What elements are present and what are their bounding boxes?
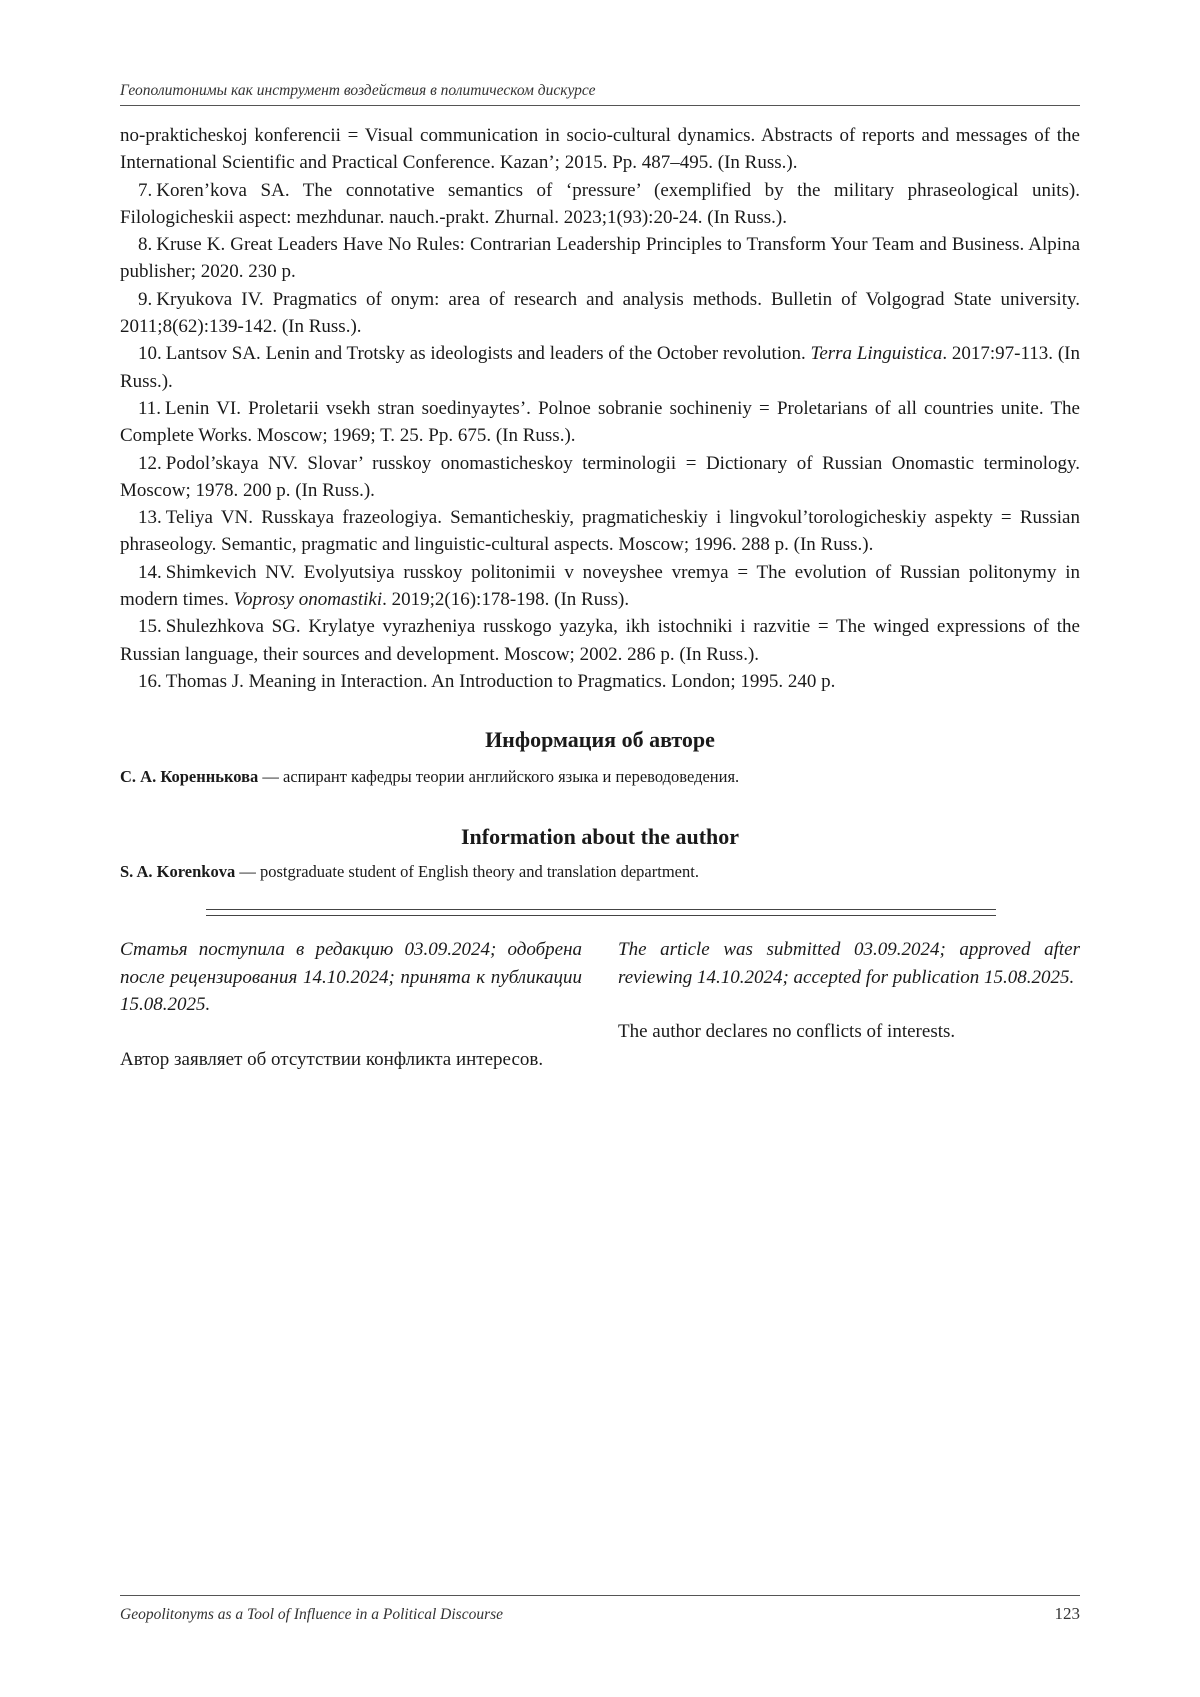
reference-item: 9. Kryukova IV. Pragmatics of onym: area of research and analysis methods. Bulletin of Volgograd State university. 2011;8(62):139-142. (In Russ.). [120, 288, 1080, 338]
reference-item: 13. Teliya VN. Russkaya frazeologiya. Semanticheskiy, pragmaticheskiy i lingvokul’torologicheskiy aspekty = Russian phraseology. Semantic, pragmatic and linguistic-cultural aspects. Moscow; 1996. 288 p. (In Russ.). [120, 507, 1080, 556]
reference-item: 11. Lenin VI. Proletarii vsekh stran soedinyaytes’. Polnoe sobranie sochineniy = Proletarians of all countries unite. The Complete Works. Moscow; 1969; T. 25. Pp. 675. (In Russ.). [120, 397, 1080, 447]
running-head: Геополитонимы как инструмент воздействия в политическом дискурсе [120, 82, 1080, 106]
reference-item: 15. Shulezhkova SG. Krylatye vyrazheniya russkogo yazyka, ikh istochniki i razvitie = The winged expressions of the Russian language, their sources and development. Moscow; 2002. 286 p. (In Russ.). [120, 616, 1080, 665]
article-info-ru [120, 936, 582, 1073]
author-info-ru [120, 767, 1080, 787]
footer-rule [120, 1595, 1080, 1596]
submission-dates-en: The article was submitted 03.09.2024; approved after reviewing 14.10.2024; accepted for publication 15.08.2025. [618, 939, 1080, 988]
reference-item: 14. Shimkevich NV. Evolyutsiya russkoy politonimii v noveyshee vremya = The evolution of Russian politonymy in modern times. Voprosy onomastiki. 2019;2(16):178-198. (In Russ). [120, 561, 1080, 611]
author-info-heading-en: Information about the author [460, 824, 740, 849]
conflict-statement-ru: Автор заявляет об отсутствии конфликта интересов. [120, 1048, 544, 1070]
submission-dates-ru: Статья поступила в редакцию 03.09.2024; одобрена после рецензирования 14.10.2024; принята к публикации 15.08.2025. [120, 939, 582, 1015]
page-number: 123 [1054, 1604, 1080, 1623]
author-description-ru: — аспирант кафедры теории английского языка и переводоведения. [258, 767, 740, 786]
footer-title: Geopolitonyms as a Tool of Influence in a Political Discourse [120, 1606, 504, 1623]
reference-item: no-prakticheskoj konferencii = Visual communication in socio-cultural dynamics. Abstracts of reports and messages of the International Scientific and Practical Conference. Kazan’; 2015. Pp. 487–495. (In Russ.). [120, 125, 1080, 174]
reference-item: 10. Lantsov SA. Lenin and Trotsky as ideologists and leaders of the October revolution. Terra Linguistica. 2017:97-113. (In Russ.). [120, 343, 1080, 392]
author-info-heading-ru: Информация об авторе [485, 727, 715, 752]
reference-item: 8. Kruse K. Great Leaders Have No Rules: Contrarian Leadership Principles to Transform Your Team and Business. Alpina publisher; 2020. 230 p. [120, 234, 1080, 283]
author-name-ru: С. А. Кореннькова [120, 767, 259, 786]
reference-list [120, 122, 1080, 695]
article-info-en [618, 936, 1080, 1046]
conflict-statement-en: The author declares no conflicts of interests. [618, 1021, 956, 1042]
reference-item: 12. Podol’skaya NV. Slovar’ russkoy onomasticheskoy terminologii = Dictionary of Russian Onomastic terminology. Moscow; 1978. 200 p. (In Russ.). [120, 452, 1080, 501]
author-description-en: — postgraduate student of English theory and translation department. [235, 862, 699, 881]
section-divider [206, 909, 996, 916]
reference-item: 7. Koren’kova SA. The connotative semantics of ‘pressure’ (exemplified by the military phraseological units). Filologicheskii aspect: mezhdunar. nauch.-prakt. Zhurnal. 2023;1(93):20-24. (In Russ.). [120, 179, 1080, 228]
reference-item: 16. Thomas J. Meaning in Interaction. An Introduction to Pragmatics. London; 1995. 240 p. [138, 670, 836, 692]
author-info-en [120, 862, 1080, 882]
author-name-en: S. A. Korenkova [120, 862, 236, 881]
